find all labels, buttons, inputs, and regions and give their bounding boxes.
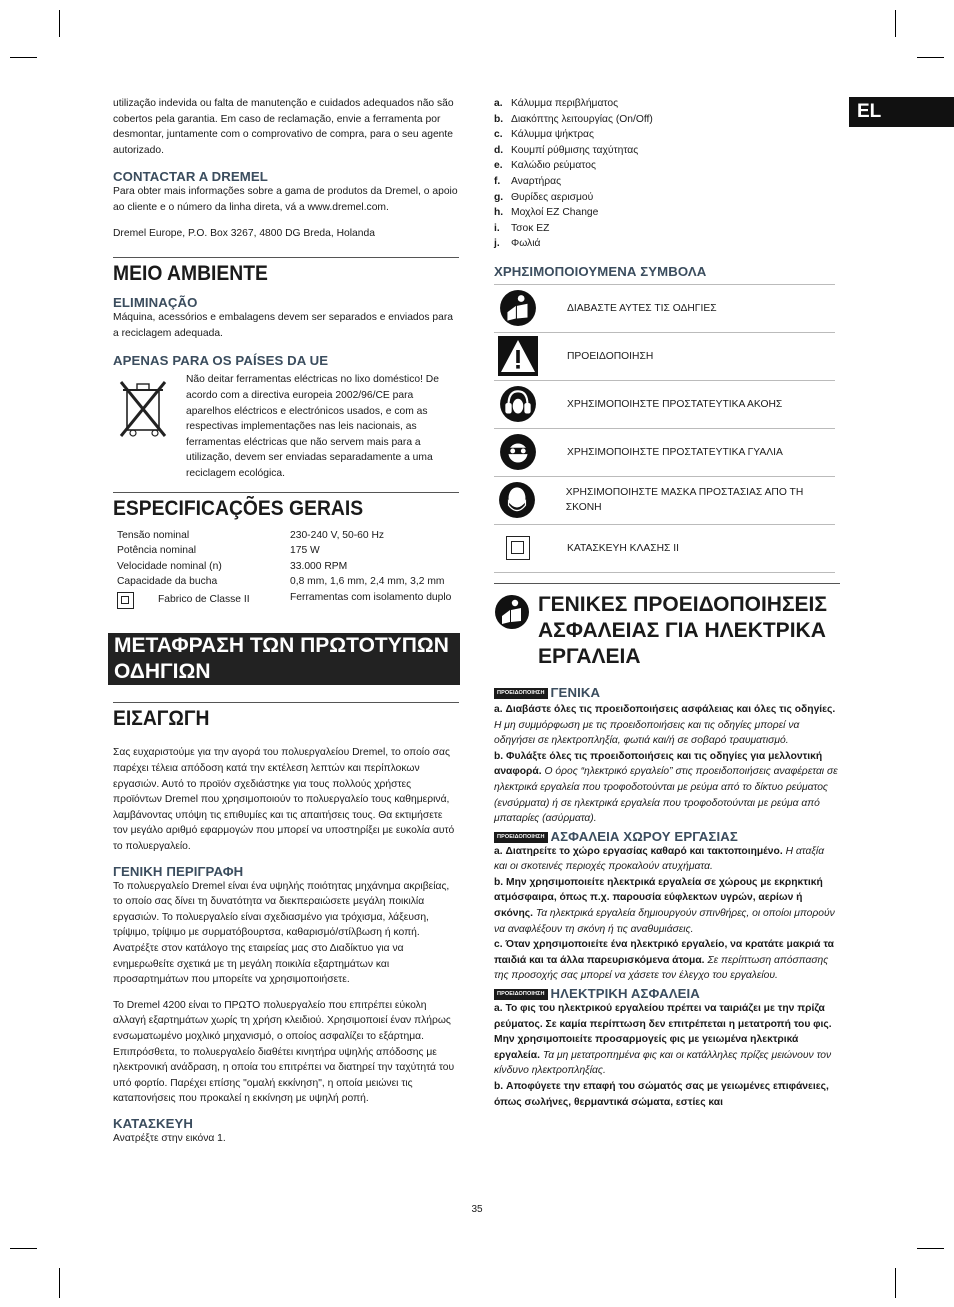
symbol-label: ΚΑΤΑΣΚΕΥΗ ΚΛΑΣΗΣ II xyxy=(567,542,679,554)
language-tab: EL xyxy=(849,97,954,127)
class2-value: Ferramentas com isolamento duplo xyxy=(290,591,452,603)
parts-item xyxy=(494,190,840,206)
symbol-label: ΧΡΗΣΙΜΟΠΟΙΗΣΤΕ ΠΡΟΣΤΑΤΕΥΤΙΚΑ ΑΚΟΗΣ xyxy=(567,398,783,410)
crop-mark xyxy=(59,10,60,37)
parts-item xyxy=(494,143,840,159)
contact-text: Para obter mais informações sobre a gama de produtos da Dremel, o apoio ao cliente e o número da linha direta, vá a www.dremel.com. xyxy=(113,186,458,213)
crop-mark xyxy=(59,1268,60,1298)
work-a-text: Η αταξία και οι σκοτεινές περιοχές προκαλούν ατυχήματα. xyxy=(494,845,825,873)
eu-text: Não deitar ferramentas eléctricas no lixo doméstico! De acordo com a directiva europeia 2002/96/CE para aparelhos eléctricos e electrónicos usados, e com as respectivas implementações nas leis nacionais, as ferramentas eléctricas que não servem mais para a utilização, devem ser enviadas separadamente a uma reciclagem ecológica. xyxy=(186,374,439,479)
construction-heading: ΚΑΤΑΣΚΕΥΗ xyxy=(113,1115,194,1131)
general-b-text: Ο όρος “ηλεκτρικό εργαλείο” στις προειδοποιήσεις αναφέρεται σε ηλεκτρικά εργαλεία που τροφοδοτούνται με ρεύμα από το δίκτυο ρεύματος (ενσύρματα) ή σε ηλεκτρικά εργαλεία που τροφοδοτούνται με ρεύμα από μπαταρίες (ασύρματα). xyxy=(494,766,838,825)
electrical-section xyxy=(494,986,840,1110)
left-column xyxy=(113,96,459,1147)
warning-badge: ΠΡΟΕΙΔΟΠΟΙΗΣΗ xyxy=(494,989,548,1000)
crop-mark xyxy=(895,10,896,37)
spec-key: Tensão nominal xyxy=(117,529,190,541)
crop-mark xyxy=(10,1248,37,1249)
crossed-bin-icon xyxy=(113,372,186,481)
read-manual-icon xyxy=(494,289,542,327)
symbol-label: ΧΡΗΣΙΜΟΠΟΙΗΣΤΕ ΜΑΣΚΑ ΠΡΟΣΤΑΣΙΑΣ ΑΠΟ ΤΗ ΣΚΟΝΗ xyxy=(565,487,804,514)
parts-label: Αναρτήρας xyxy=(511,175,562,187)
symbol-row xyxy=(494,333,835,381)
spec-value: 175 W xyxy=(290,545,320,557)
eu-heading: APENAS PARA OS PAÍSES DA UE xyxy=(113,353,329,369)
parts-item xyxy=(494,221,840,237)
spec-row xyxy=(113,574,459,590)
crop-mark xyxy=(895,1268,896,1298)
general-description-text-2: Το Dremel 4200 είναι το ΠΡΩΤΟ πολυεργαλείο που επιτρέπει εύκολη αλλαγή εξαρτημάτων χωρίς τη χρήση κλειδιού. Χρησιμοποιεί έναν πλήρως ενσωματωμένο μοχλικό μηχανισμό, ο οποίος ασφαλίζει το εξάρτημα. Επιπρόσθετα, το πολυεργαλείο διαθέτει κινητήρα υψηλής απόδοσης με ηλεκτρονική ανάδραση, η οποία του επιτρέπει να διατηρεί την ταχύτητά του υπό φορτίο. Παρέχει επίσης "ομαλή εκκίνηση", η οποία μειώνει τις καταπονήσεις που προκαλεί η εκκίνηση με υψηλή ροπή. xyxy=(113,999,455,1105)
general-a-text: Η μη συμμόρφωση με τις προειδοποιήσεις και τις οδηγίες μπορεί να οδηγήσει σε ηλεκτροπληξία, φωτιά και/ή σε σοβαρό τραυματισμό. xyxy=(494,719,800,747)
parts-key: e. xyxy=(494,160,503,172)
class2-icon xyxy=(494,536,542,560)
specifications-title: ESPECIFICAÇÕES GERAIS xyxy=(113,496,364,520)
warning-icon xyxy=(494,336,542,376)
symbol-label: ΔΙΑΒΑΣΤΕ ΑΥΤΕΣ ΤΙΣ ΟΔΗΓΙΕΣ xyxy=(567,302,717,314)
safety-title: ΓΕΝΙΚΕΣ ΠΡΟΕΙΔΟΠΟΙΗΣΕΙΣ ΑΣΦΑΛΕΙΑΣ ΓΙΑ ΗΛΕΚΤΡΙΚΑ ΕΡΓΑΛΕΙΑ xyxy=(538,592,827,668)
parts-key: c. xyxy=(494,129,503,141)
elimination-text: Máquina, acessórios e embalagens devem ser separados e enviados para a reciclagem adequada. xyxy=(113,312,453,339)
symbols-heading: ΧΡΗΣΙΜΟΠΟΙΟΥΜΕΝΑ ΣΥΜΒΟΛΑ xyxy=(494,263,707,279)
eu-block xyxy=(113,372,459,481)
parts-item xyxy=(494,112,840,128)
spec-value: 230-240 V, 50-60 Hz xyxy=(290,529,385,541)
spec-row xyxy=(113,528,459,544)
parts-key: d. xyxy=(494,144,504,156)
parts-label: Τσοκ EZ xyxy=(511,222,550,234)
elimination-heading: ELIMINAÇÃO xyxy=(113,295,198,311)
class2-icon xyxy=(117,592,134,609)
symbol-label: ΧΡΗΣΙΜΟΠΟΙΗΣΤΕ ΠΡΟΣΤΑΤΕΥΤΙΚΑ ΓΥΑΛΙΑ xyxy=(567,446,783,458)
electrical-heading: ΗΛΕΚΤΡΙΚΗ ΑΣΦΑΛΕΙΑ xyxy=(550,986,700,1002)
parts-label: Φωλιά xyxy=(511,238,541,250)
spec-row xyxy=(113,559,459,575)
work-b-bold: b. Μην χρησιμοποιείτε ηλεκτρικά εργαλεία σε χώρους με εκρηκτική ατμόσφαιρα, όπως π.χ. παρουσία εύφλεκτων υγρών, αερίων ή σκόνης. xyxy=(494,876,823,920)
parts-key: h. xyxy=(494,207,504,219)
parts-key: b. xyxy=(494,113,504,125)
symbol-row xyxy=(494,381,835,429)
warning-badge: ΠΡΟΕΙΔΟΠΟΙΗΣΗ xyxy=(494,688,548,699)
safety-header xyxy=(494,592,840,670)
spec-row xyxy=(113,543,459,559)
work-c-text: Σε περίπτωση απόσπασης της προσοχής σας μπορεί να χάσετε τον έλεγχο του εργαλείου. xyxy=(494,954,829,982)
spec-value: 33.000 RPM xyxy=(290,560,348,572)
spec-table xyxy=(113,528,459,615)
parts-label: Θυρίδες αερισμού xyxy=(511,191,594,203)
symbol-row xyxy=(494,477,835,525)
parts-item xyxy=(494,96,840,112)
parts-key: f. xyxy=(494,175,501,187)
class2-label: Fabrico de Classe II xyxy=(158,593,250,605)
spec-row-class2 xyxy=(113,590,459,615)
spec-value: 0,8 mm, 1,6 mm, 2,4 mm, 3,2 mm xyxy=(290,576,445,588)
divider xyxy=(494,583,840,584)
parts-label: Καλώδιο ρεύματος xyxy=(511,160,596,172)
work-area-section xyxy=(494,829,840,984)
warranty-text: utilização indevida ou falta de manutenção e cuidados adequados não são cobertos pela garantia. Em caso de reclamação, envie a ferramenta por desmontar, juntamente com o comprovativo de compra, para o seu agente autorizado. xyxy=(113,98,454,156)
parts-key: i. xyxy=(494,222,500,234)
construction-text: Ανατρέξτε στην εικόνα 1. xyxy=(113,1132,226,1144)
introduction-text: Σας ευχαριστούμε για την αγορά του πολυεργαλείου Dremel, το οποίο σας παρέχει τέλεια απόδοση κατά την εκτέλεση λεπτών και περίπλοκων εργασιών. Αυτό το προϊόν σχεδιάστηκε για τους πολλούς χρήστες προϊόντων Dremel που χρησιμοποιούν το πολυεργαλείο τους καθημερινά, λαμβάνοντας υπόψη τις επιθυμίες και τις απαιτήσεις τους. Θα εκτιμήσετε τον μεγάλο αριθμό εφαρμογών που μπορεί να υποστηρίξει με ευκολία αυτό το πολυεργαλείο. xyxy=(113,747,455,853)
parts-label: Κάλυμμα περιβλήματος xyxy=(511,98,619,109)
parts-item xyxy=(494,236,840,252)
symbol-row xyxy=(494,429,835,477)
spec-key: Capacidade da bucha xyxy=(117,576,218,588)
symbol-row xyxy=(494,285,835,333)
divider xyxy=(113,492,459,493)
parts-key: j. xyxy=(494,238,500,250)
parts-label: Μοχλοί EZ Change xyxy=(511,207,599,219)
work-b-text: Τα ηλεκτρικά εργαλεία δημιουργούν σπινθήρες, οι οποίοι μπορούν να αναφλέξουν τη σκόνη ή τις αναθυμιάσεις. xyxy=(494,908,835,935)
divider xyxy=(113,257,459,258)
warning-badge: ΠΡΟΕΙΔΟΠΟΙΗΣΗ xyxy=(494,832,548,843)
parts-key: a. xyxy=(494,98,503,109)
work-area-heading: ΑΣΦΑΛΕΙΑ ΧΩΡΟΥ ΕΡΓΑΣΙΑΣ xyxy=(550,828,738,844)
electrical-a-text: Τα μη μετατροπημένα φις και οι κατάλληλες πρίζες μειώνουν τον κίνδυνο ηλεκτροπληξίας. xyxy=(494,1049,832,1077)
crop-mark xyxy=(10,57,37,58)
crop-mark xyxy=(917,1248,944,1249)
introduction-title: ΕΙΣΑΓΩΓΗ xyxy=(113,707,210,731)
general-heading: ΓΕΝΙΚΑ xyxy=(550,684,601,700)
eye-protection-icon xyxy=(494,433,542,471)
general-section xyxy=(494,685,840,827)
parts-label: Κουμπί ρύθμισης ταχύτητας xyxy=(511,144,639,156)
divider xyxy=(113,702,459,703)
general-a-bold: a. Διαβάστε όλες τις προειδοποιήσεις ασφάλειας και όλες τις οδηγίες. xyxy=(494,703,836,715)
address-text: Dremel Europe, P.O. Box 3267, 4800 DG Breda, Holanda xyxy=(113,227,375,239)
parts-item xyxy=(494,127,840,143)
parts-key: g. xyxy=(494,191,504,203)
dust-mask-icon xyxy=(494,481,541,519)
general-description-heading: ΓΕΝΙΚΗ ΠΕΡΙΓΡΑΦΗ xyxy=(113,863,244,879)
parts-label: Διακόπτης λειτουργίας (On/Off) xyxy=(511,113,653,125)
symbol-label: ΠΡΟΕΙΔΟΠΟΙΗΣΗ xyxy=(567,350,654,362)
general-b-bold: b. Φυλάξτε όλες τις προειδοποιήσεις και τις οδηγίες για μελλοντική αναφορά. xyxy=(494,750,823,778)
work-c-bold: c. Όταν χρησιμοποιείτε ένα ηλεκτρικό εργαλείο, να κρατάτε μακριά τα παιδιά και τα άλλα παρευρισκόμενα άτομα. xyxy=(494,939,834,966)
read-manual-icon xyxy=(494,592,538,670)
contact-heading: CONTACTAR A DREMEL xyxy=(113,169,268,185)
ear-protection-icon xyxy=(494,385,542,423)
general-description-text-1: Το πολυεργαλείο Dremel είναι ένα υψηλής ποιότητας μηχάνημα ακριβείας, το οποίο σας δίνει τη δυνατότητα να διεκπεραιώσετε μεγάλη ποικιλία εργασιών. Το πολυεργαλείο είναι σχεδιασμένο για τρόχισμα, λάξευση, τρίψιμο, τρίψιμο με συρματόβουρτσα, καθαρισμό/στίλβωση ή κοπή. Ανατρέξτε στον κατάλογο της εταιρείας μας στο Διαδίκτυο για να ενημερωθείτε σχετικά με τη μεγάλη ποικιλία εξαρτημάτων και προσαρτημάτων που μπορείτε να χρησιμοποιήσετε. xyxy=(113,880,450,986)
parts-list xyxy=(494,96,840,252)
parts-item xyxy=(494,158,840,174)
parts-item xyxy=(494,174,840,190)
translation-band: ΜΕΤΑΦΡΑΣΗ ΤΩΝ ΠΡΩΤΟΤΥΠΩΝ ΟΔΗΓΙΩΝ xyxy=(108,633,460,685)
page-number: 35 xyxy=(471,1204,483,1215)
work-a-bold: a. Διατηρείτε το χώρο εργασίας καθαρό και τακτοποιημένο. xyxy=(494,845,783,857)
spec-key: Velocidade nominal (n) xyxy=(117,560,222,572)
crop-mark xyxy=(917,57,944,58)
symbol-row xyxy=(494,525,835,573)
electrical-b-bold: b. Αποφύγετε την επαφή του σώματός σας με γειωμένες επιφάνειες, όπως σωλήνες, θερμαντικά σώματα, εστίες και xyxy=(494,1081,829,1108)
parts-item xyxy=(494,205,840,221)
spec-key: Potência nominal xyxy=(117,545,196,557)
right-column xyxy=(494,96,840,1110)
electrical-a-bold: a. Το φις του ηλεκτρικού εργαλείου πρέπει να ταιριάζει με την πρίζα ρεύματος. Σε καμία περίπτωση δεν επιτρέπεται η μετατροπή του φις. Μην χρησιμοποιείτε προσαρμογείς φις με γειωμένα ηλεκτρικά εργαλεία. xyxy=(494,1003,832,1061)
symbols-table xyxy=(494,284,835,573)
parts-label: Κάλυμμα ψήκτρας xyxy=(511,129,594,141)
environment-title: MEIO AMBIENTE xyxy=(113,262,268,286)
